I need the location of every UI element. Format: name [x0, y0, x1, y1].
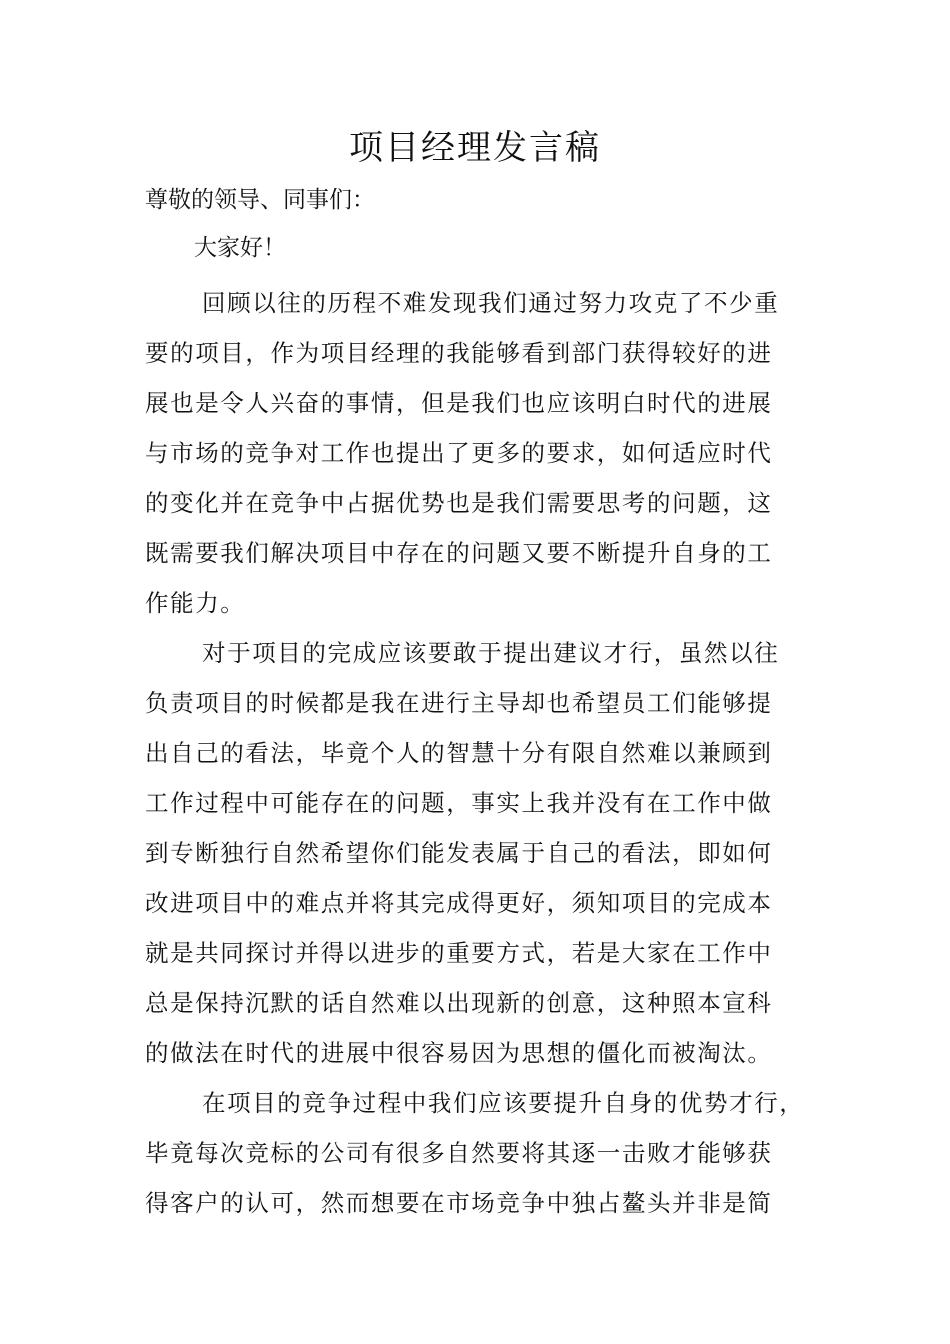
- paragraph-2-line: 工作过程中可能存在的问题，事实上我并没有在工作中做: [145, 789, 773, 817]
- paragraph-2-line: 出自己的看法，毕竟个人的智慧十分有限自然难以兼顾到: [145, 739, 773, 767]
- paragraph-3-line: 在项目的竞争过程中我们应该要提升自身的优势才行，: [202, 1089, 805, 1117]
- paragraph-2-line: 的做法在时代的进展中很容易因为思想的僵化而被淘汰。: [145, 1039, 773, 1067]
- salutation: 尊敬的领导、同事们：: [145, 187, 375, 213]
- paragraph-2-line: 到专断独行自然希望你们能发表属于自己的看法，即如何: [145, 839, 773, 867]
- paragraph-1-line: 的变化并在竞争中占据优势也是我们需要思考的问题，这: [145, 489, 773, 517]
- paragraph-2-line: 总是保持沉默的话自然难以出现新的创意，这种照本宣科: [145, 989, 773, 1017]
- paragraph-1-line: 展也是令人兴奋的事情，但是我们也应该明白时代的进展: [145, 389, 773, 417]
- paragraph-2-line: 对于项目的完成应该要敢于提出建议才行，虽然以往: [202, 639, 780, 667]
- paragraph-1-line: 与市场的竞争对工作也提出了更多的要求，如何适应时代: [145, 439, 773, 467]
- paragraph-1-line: 回顾以往的历程不难发现我们通过努力攻克了不少重: [202, 289, 780, 317]
- document-body: [145, 278, 813, 1228]
- paragraph-1-line: 要的项目，作为项目经理的我能够看到部门获得较好的进: [145, 339, 773, 367]
- paragraph-1-line: 作能力。: [145, 589, 246, 617]
- paragraph-2-line: 改进项目中的难点并将其完成得更好，须知项目的完成本: [145, 889, 773, 917]
- paragraph-2-line: 就是共同探讨并得以进步的重要方式，若是大家在工作中: [145, 939, 773, 967]
- paragraph-2-line: 负责项目的时候都是我在进行主导却也希望员工们能够提: [145, 689, 773, 717]
- paragraph-3-line: 得客户的认可，然而想要在市场竞争中独占鳌头并非是简: [145, 1189, 773, 1217]
- document-title: 项目经理发言稿: [349, 128, 601, 168]
- greeting-line: 大家好！: [194, 235, 286, 261]
- paragraph-1-line: 既需要我们解决项目中存在的问题又要不断提升自身的工: [145, 539, 773, 567]
- paragraph-3-line: 毕竟每次竞标的公司有很多自然要将其逐一击败才能够获: [145, 1139, 773, 1167]
